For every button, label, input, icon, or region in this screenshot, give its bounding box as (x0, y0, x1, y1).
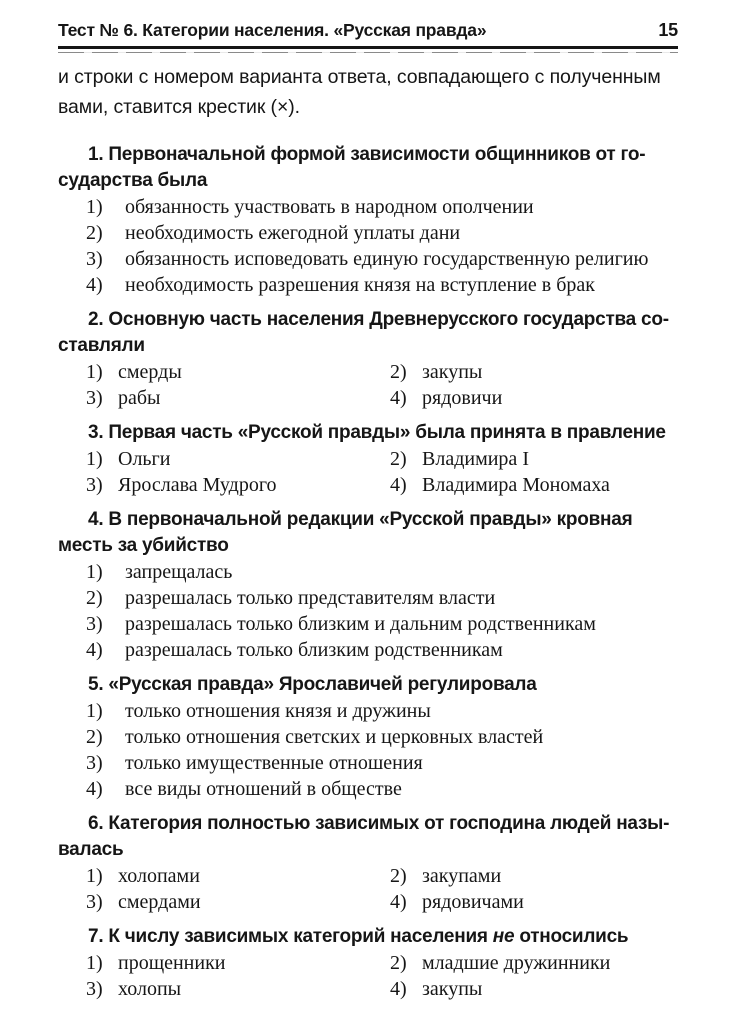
question-stem: 6. Категория полностью зависимых от господина людей назы- валась (58, 812, 670, 860)
option (86, 724, 678, 750)
option-number: 1) (86, 360, 103, 383)
options (86, 559, 678, 663)
option (86, 246, 678, 272)
question-stem: 5. «Русская правда» Ярославичей регулировала (88, 673, 537, 695)
question (58, 142, 678, 298)
question (58, 420, 678, 498)
option-number: 1) (86, 699, 103, 722)
option-text: разрешалась только представителям власти (120, 586, 496, 609)
option-text: обязанность участвовать в народном ополчении (120, 195, 534, 218)
page-number: 15 (658, 20, 678, 40)
option-number: 1) (86, 560, 103, 583)
question-stem: 7. К числу зависимых категорий населения не относились (88, 925, 629, 947)
option-text: Владимира Мономаха (417, 473, 610, 496)
option-text: смердами (113, 890, 201, 913)
option-text: необходимость ежегодной уплаты дани (120, 221, 461, 244)
option (86, 359, 390, 385)
option-text: младшие дружинники (417, 951, 611, 974)
option-text: холопы (113, 977, 182, 1000)
header-rule (58, 46, 678, 49)
page-title: Тест № 6. Категории населения. «Русская правда» (58, 20, 487, 40)
option-number: 1) (86, 195, 103, 218)
option-number: 4) (86, 273, 103, 296)
question (58, 924, 678, 1002)
option-text: все виды отношений в обществе (120, 777, 402, 800)
option-text: рабы (113, 386, 161, 409)
option-text: закупы (417, 360, 483, 383)
option-number: 3) (86, 890, 103, 913)
options (86, 863, 678, 915)
option (86, 446, 390, 472)
question-stem: 2. Основную часть населения Древнерусского государства со- ставляли (58, 308, 669, 356)
options (86, 446, 678, 498)
option (86, 559, 678, 585)
option-text: рядовичи (417, 386, 503, 409)
running-head (58, 20, 678, 41)
options (86, 194, 678, 298)
option (390, 385, 678, 411)
option-text: Ольги (113, 447, 171, 470)
option (390, 889, 678, 915)
option-number: 3) (86, 612, 103, 635)
option (86, 750, 678, 776)
option-text: необходимость разрешения князя на вступление в брак (120, 273, 595, 296)
intro-paragraph: и строки с номером варианта ответа, совпадающего с полученным вами, ставится крестик (×). (58, 66, 661, 118)
option-text: обязанность исповедовать единую государственную религию (120, 247, 649, 270)
option-text: Ярослава Мудрого (113, 473, 277, 496)
option-number: 3) (86, 751, 103, 774)
option-number: 2) (390, 864, 407, 887)
option-text: разрешалась только близким родственникам (120, 638, 503, 661)
question (58, 507, 678, 663)
option (390, 446, 678, 472)
option-text: закупами (417, 864, 502, 887)
option-text: только имущественные отношения (120, 751, 423, 774)
option-text: Владимира I (417, 447, 529, 470)
header-rule-shadow (58, 52, 678, 53)
option (390, 863, 678, 889)
option (86, 611, 678, 637)
option-number: 2) (390, 951, 407, 974)
option (86, 698, 678, 724)
option (86, 889, 390, 915)
options (86, 698, 678, 802)
option-number: 4) (86, 777, 103, 800)
option (390, 976, 678, 1002)
question (58, 811, 678, 915)
option (390, 359, 678, 385)
question (58, 672, 678, 802)
option-number: 4) (390, 386, 407, 409)
option (86, 776, 678, 802)
option-number: 4) (86, 638, 103, 661)
option (86, 385, 390, 411)
option (86, 863, 390, 889)
questions (58, 142, 678, 1002)
question (58, 307, 678, 411)
option-text: только отношения князя и дружины (120, 699, 431, 722)
option-number: 2) (86, 725, 103, 748)
options (86, 950, 678, 1002)
option (390, 472, 678, 498)
option-text: разрешалась только близким и дальним родственникам (120, 612, 596, 635)
option (390, 950, 678, 976)
option-number: 2) (86, 221, 103, 244)
option (86, 220, 678, 246)
option-text: рядовичами (417, 890, 524, 913)
option (86, 472, 390, 498)
option-text: только отношения светских и церковных властей (120, 725, 544, 748)
option (86, 272, 678, 298)
question-stem: 4. В первоначальной редакции «Русской правды» кровная месть за убийство (58, 508, 633, 556)
option (86, 637, 678, 663)
option (86, 950, 390, 976)
option-text: запрещалась (120, 560, 233, 583)
option (86, 976, 390, 1002)
option-number: 3) (86, 386, 103, 409)
option-number: 2) (86, 586, 103, 609)
option-number: 3) (86, 473, 103, 496)
option-number: 4) (390, 977, 407, 1000)
option (86, 194, 678, 220)
option-number: 4) (390, 473, 407, 496)
option-number: 1) (86, 864, 103, 887)
option-number: 2) (390, 447, 407, 470)
options (86, 359, 678, 411)
option-text: прощенники (113, 951, 226, 974)
option-text: холопами (113, 864, 200, 887)
option-text: смерды (113, 360, 182, 383)
option-text: закупы (417, 977, 483, 1000)
question-stem: 1. Первоначальной формой зависимости общинников от го- сударства была (58, 143, 646, 191)
option-number: 1) (86, 951, 103, 974)
option-number: 2) (390, 360, 407, 383)
option-number: 3) (86, 247, 103, 270)
option-number: 1) (86, 447, 103, 470)
option-number: 4) (390, 890, 407, 913)
question-stem: 3. Первая часть «Русской правды» была принята в правление (88, 421, 666, 443)
option (86, 585, 678, 611)
option-number: 3) (86, 977, 103, 1000)
